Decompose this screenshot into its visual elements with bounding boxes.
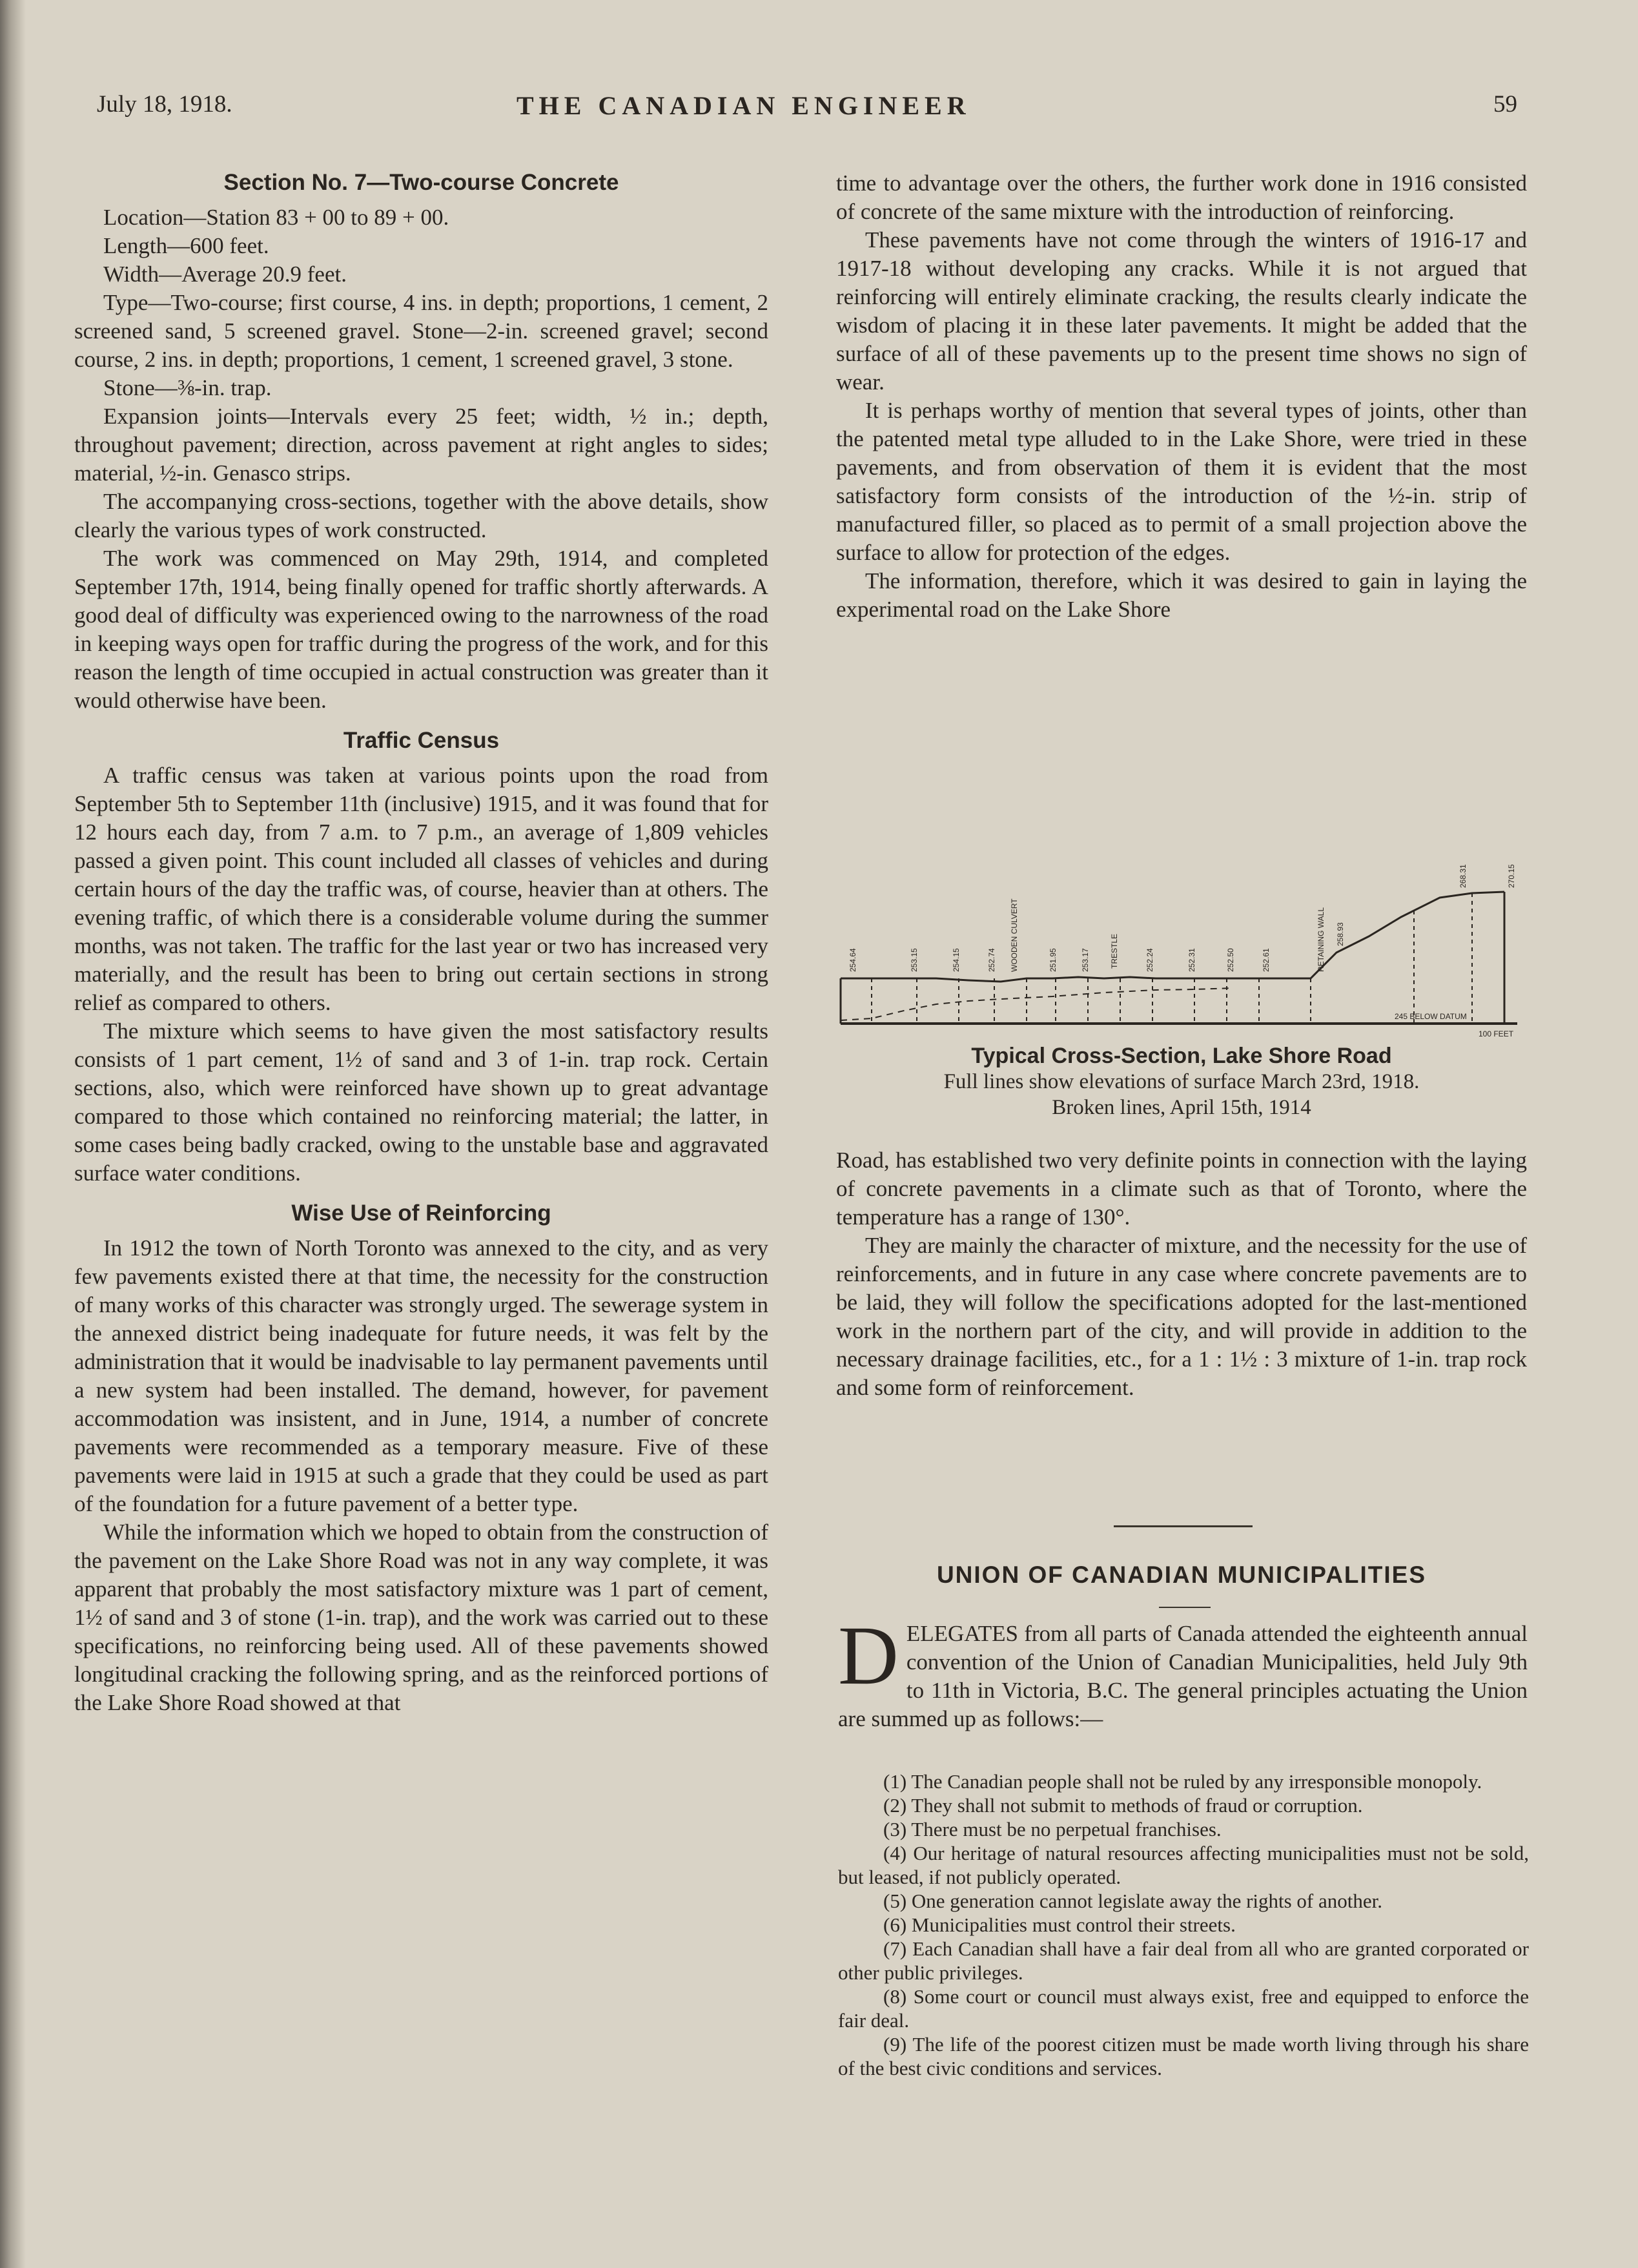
paragraph: time to advantage over the others, the further work done in 1916 consisted of concrete of the same mixture with the introduction of reinforcing. xyxy=(836,170,1527,224)
cross-section-diagram xyxy=(833,765,1530,1043)
section-7-heading: Section No. 7—Two-course Concrete xyxy=(223,170,619,195)
figure-title: Typical Cross-Section, Lake Shore Road xyxy=(971,1044,1392,1068)
elevation-label: 252.50 xyxy=(1226,948,1235,972)
elevation-label: 252.24 xyxy=(1145,948,1154,972)
list-item: (6) Municipalities must control their streets. xyxy=(883,1913,1236,1936)
spec-type: Type—Two-course; first course, 4 ins. in depth; proportions, 1 cement, 2 screened sand, 5 screened gravel. Stone—2-in. screened gravel; second course, 2 ins. in depth; proportions, 1 cement, 1 screened gravel, 3 stone. xyxy=(74,290,768,372)
elevation-label: 252.61 xyxy=(1262,948,1271,972)
list-item: (2) They shall not submit to methods of fraud or corruption. xyxy=(883,1794,1363,1817)
right-column-bottom xyxy=(836,1146,1527,1402)
paragraph: A traffic census was taken at various points upon the road from September 5th to September 11th (inclusive) 1915, and it was found that for 12 hours each day, from 7 a.m. to 7 p.m., an average of 1,809 vehicles passed a given point. This count included all classes of vehicles and during certain hours of the day the traffic was, of course, heavier than at others. The evening traffic, of which there is a considerable volume during the summer months, was not taken. The traffic for the last year or two has increased very materially, and the result has been to bring out certain sections in strong relief as compared to others. xyxy=(74,763,768,1015)
spec-width: Width—Average 20.9 feet. xyxy=(103,262,347,287)
list-item: (8) Some court or council must always exist, free and equipped to enforce the fair deal. xyxy=(838,1985,1529,2032)
elevation-label: 251.95 xyxy=(1049,948,1058,972)
elevation-label: 252.31 xyxy=(1187,948,1196,972)
spec-location: Location—Station 83 + 00 to 89 + 00. xyxy=(103,205,449,230)
retaining-wall-label: RETAINING WALL xyxy=(1316,907,1326,972)
paragraph: The mixture which seems to have given the most satisfactory results consists of 1 part cement, 1½ of sand and 3 of 1-in. trap rock. Certain sections, also, which were reinforced have shown up to great advantage compared to those which contained no reinforcing material; the latter, in some cases being badly cracked, owing to the unstable base and aggravated surface water conditions. xyxy=(74,1018,768,1186)
figure-caption-line: Full lines show elevations of surface March 23rd, 1918. xyxy=(943,1070,1420,1093)
list-item: (1) The Canadian people shall not be ruled by any irresponsible monopoly. xyxy=(883,1770,1482,1793)
list-item: (4) Our heritage of natural resources affecting municipalities must not be sold, but leased, if not publicly operated. xyxy=(838,1842,1529,1888)
right-column-top xyxy=(836,169,1527,624)
ucm-principles-list xyxy=(838,1769,1529,2080)
list-item: (5) One generation cannot legislate away the rights of another. xyxy=(883,1890,1383,1912)
ucm-heading: UNION OF CANADIAN MUNICIPALITIES xyxy=(936,1562,1427,1588)
elevation-label: 253.17 xyxy=(1081,948,1090,972)
surface-1914-line xyxy=(841,988,1233,1020)
paragraph: While the information which we hoped to obtain from the construction of the pavement on the Lake Shore Road was not in any way complete, it was apparent that probably the most satisfactory mixture was 1 part of cement, 1½ of sand and 3 of stone (1-in. trap), and the work was carried out to these specifications, no reinforcing being used. All of these pavements showed longitudinal cracking the following spring, and as the reinforced portions of the Lake Shore Road showed at that xyxy=(74,1520,768,1715)
elevation-label: 252.74 xyxy=(987,948,996,972)
ucm-intro-text: ELEGATES from all parts of Canada attended the eighteenth annual convention of the Union of Canadian Municipalities, held July 9th to 11th in Victoria, B.C. The general principles actuating the Union are summed up as follows:— xyxy=(838,1621,1528,1731)
drop-cap: D xyxy=(838,1609,899,1702)
traffic-census-heading: Traffic Census xyxy=(343,728,500,753)
reinforcing-heading: Wise Use of Reinforcing xyxy=(291,1201,551,1226)
paragraph: In 1912 the town of North Toronto was annexed to the city, and as very few pavements existed there at that time, the necessity for the construction of many works of this character was strongly urged. The sewerage system in the annexed district being inadequate for future needs, it was felt by the administration that it would be inadvisable to lay permanent pavements until a new system had been installed. The demand, however, for pavement accommodation was insistent, and in June, 1914, a number of concrete pavements were recommended as a temporary measure. Five of these pavements were laid in 1915 at such a grade that they could be used as part of the foundation for a future pavement of a better type. xyxy=(74,1235,768,1516)
elevation-label: 253.15 xyxy=(910,948,919,972)
heading-rule xyxy=(1159,1607,1211,1608)
axis-end-label: 100 FEET xyxy=(1479,1029,1514,1038)
paragraph: They are mainly the character of mixture, and the necessity for the use of reinforcements, and in future in any case where concrete pavements are to be laid, they will follow the specifications adopted for the last-mentioned work in the northern part of the city, and will provide in addition to the necessary drainage facilities, etc., for a 1 : 1½ : 3 mixture of 1-in. trap rock and some form of reinforcement. xyxy=(836,1233,1527,1400)
figure-caption xyxy=(839,1043,1524,1120)
header-date: July 18, 1918. xyxy=(97,91,232,118)
list-item: (3) There must be no perpetual franchises. xyxy=(883,1818,1222,1840)
paragraph: These pavements have not come through the winters of 1916-17 and 1917-18 without developing any cracks. While it is not argued that reinforcing will entirely eliminate cracking, the results clearly indicate the wisdom of placing it in these later pavements. It might be added that the surface of all of these pavements up to the present time shows no sign of wear. xyxy=(836,227,1527,395)
page-binding-shadow xyxy=(0,0,26,2268)
trestle-label: TRESTLE xyxy=(1110,933,1119,969)
elevation-label: 254.64 xyxy=(848,948,857,972)
paragraph: The information, therefore, which it was desired to gain in laying the experimental road on the Lake Shore xyxy=(836,568,1527,622)
left-column xyxy=(74,165,768,1717)
page-header xyxy=(97,90,1517,129)
figure-caption-line: Broken lines, April 15th, 1914 xyxy=(1052,1096,1311,1119)
elevation-label: 254.15 xyxy=(952,948,961,972)
spec-joints: Expansion joints—Intervals every 25 feet; width, ½ in.; depth, throughout pavement; direction, across pavement at right angles to sides; material, ½-in. Genasco strips. xyxy=(74,404,768,486)
elevation-label: 258.93 xyxy=(1336,922,1345,946)
spec-length: Length—600 feet. xyxy=(103,233,269,258)
culvert-label: WOODEN CULVERT xyxy=(1010,898,1019,972)
paragraph: It is perhaps worthy of mention that several types of joints, other than the patented metal type alluded to in the Lake Shore, were tried in these pavements, and from observation of them it is evident that the most satisfactory form consists of the introduction of the ½-in. strip of manufactured filler, so placed as to permit of a small projection above the surface to allow for protection of the edges. xyxy=(836,398,1527,565)
list-item: (9) The life of the poorest citizen must be made worth living through his share of the best civic conditions and services. xyxy=(838,2033,1529,2079)
paragraph: Road, has established two very definite points in connection with the laying of concrete pavements in a climate such as that of Toronto, where the temperature has a range of 130°. xyxy=(836,1148,1527,1230)
ucm-intro xyxy=(838,1609,1528,1733)
list-item: (7) Each Canadian shall have a fair deal from all who are granted corporated or other public privileges. xyxy=(838,1937,1529,1984)
elevation-label: 270.15 xyxy=(1507,864,1516,888)
elevation-label: 268.31 xyxy=(1459,864,1468,888)
page-number: 59 xyxy=(1493,91,1517,118)
paragraph: The work was commenced on May 29th, 1914, and completed September 17th, 1914, being finally opened for traffic shortly afterwards. A good deal of difficulty was experienced owing to the narrowness of the road in keeping ways open for traffic during the progress of the work, and for this reason the length of time occupied in actual construction was greater than it would otherwise have been. xyxy=(74,546,768,713)
spec-stone: Stone—⅜-in. trap. xyxy=(103,375,272,400)
datum-label: 245 BELOW DATUM xyxy=(1395,1012,1467,1021)
section-divider xyxy=(1114,1525,1253,1527)
journal-title: THE CANADIAN ENGINEER xyxy=(517,91,971,120)
paragraph: The accompanying cross-sections, together with the above details, show clearly the various types of work constructed. xyxy=(74,489,768,542)
surface-1918-line xyxy=(841,892,1504,982)
